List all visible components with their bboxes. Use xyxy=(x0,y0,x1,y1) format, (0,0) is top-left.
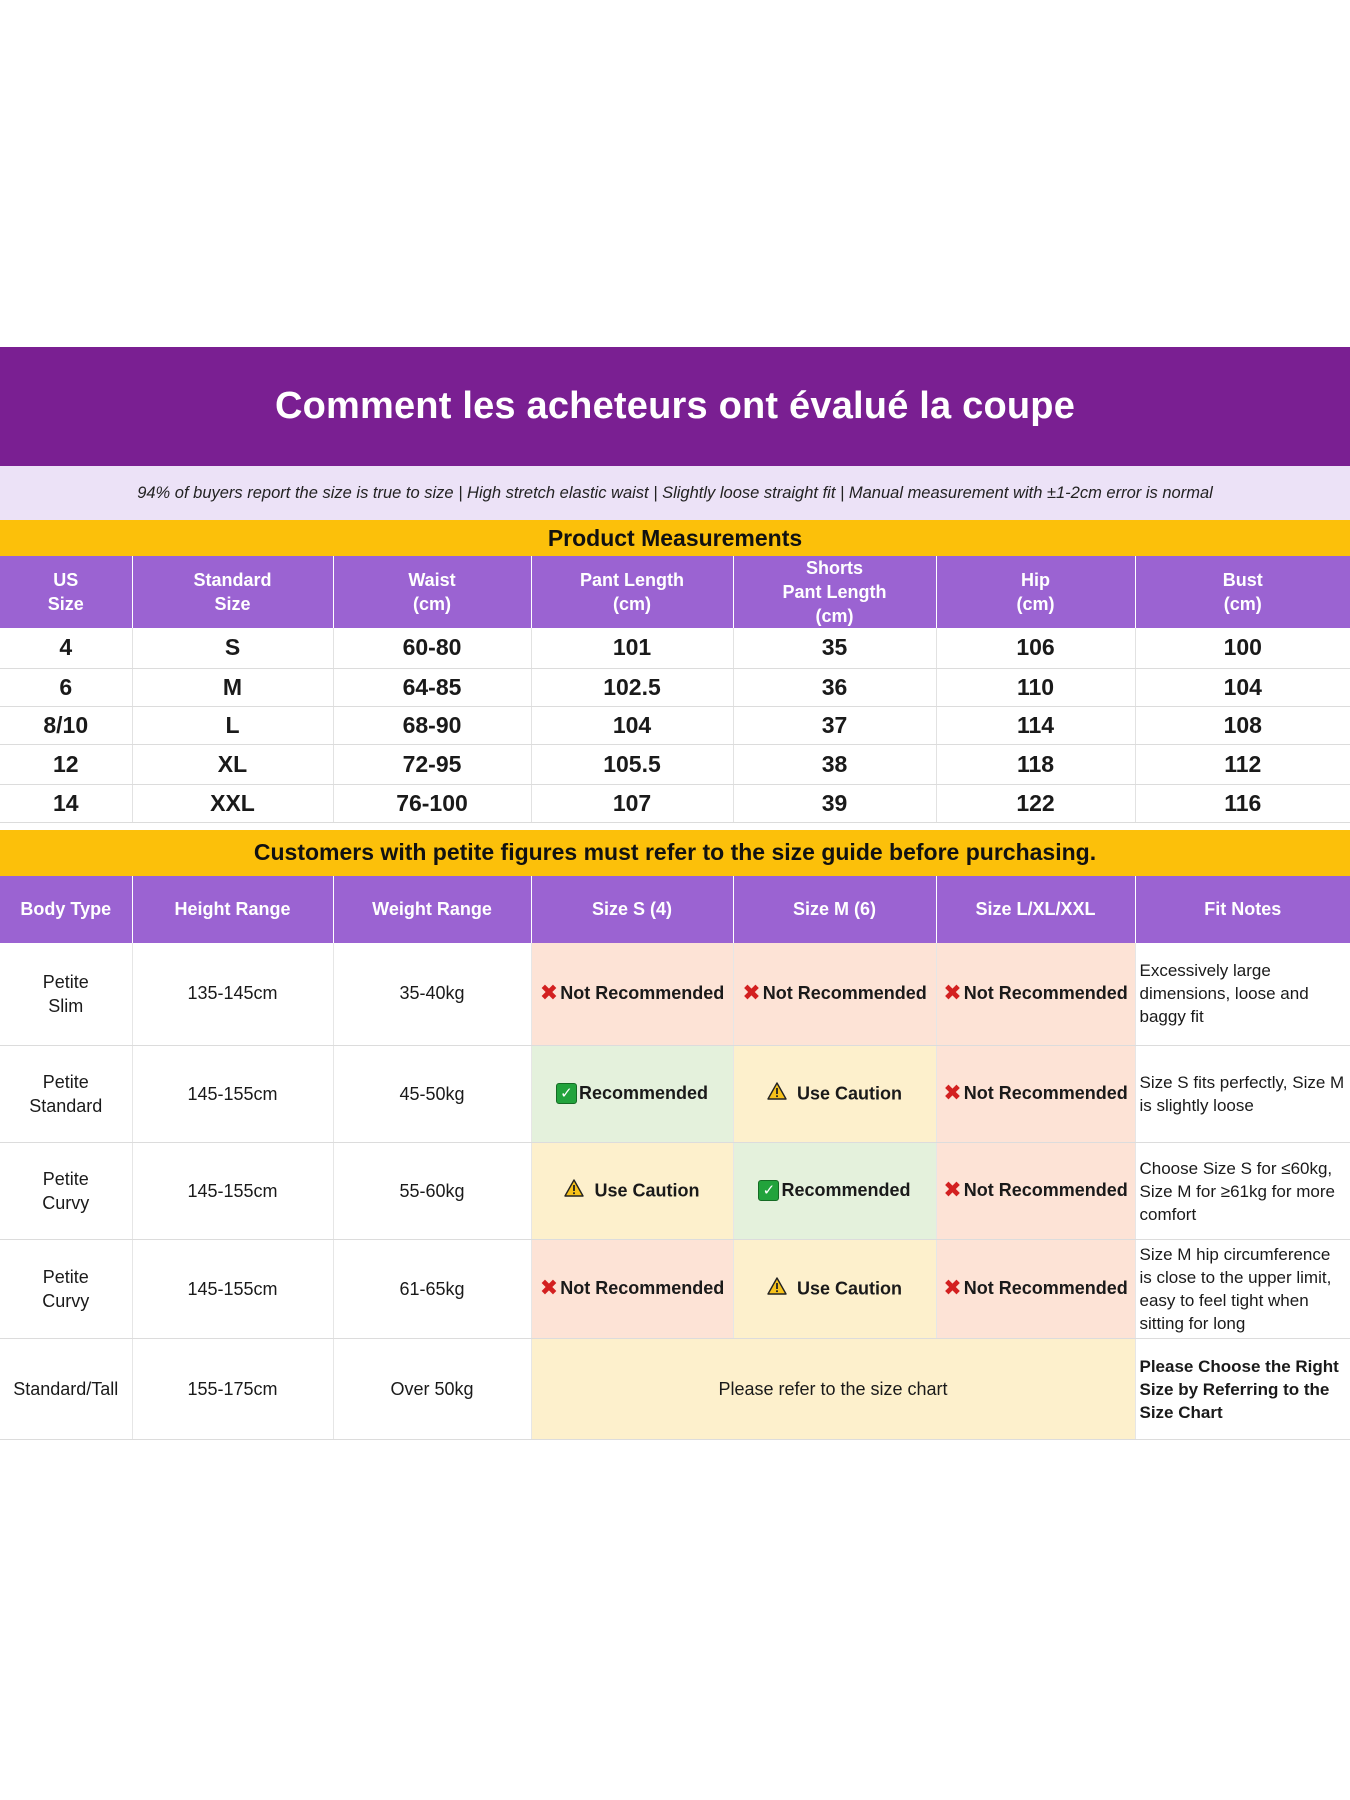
measurement-cell: 101 xyxy=(531,628,733,668)
measurement-cell: 110 xyxy=(936,668,1135,706)
status-cell xyxy=(531,1143,733,1240)
weight-range-cell: 45-50kg xyxy=(333,1046,531,1143)
measurement-cell: 118 xyxy=(936,744,1135,784)
fit-note-cell: Size S fits perfectly, Size M is slightly loose xyxy=(1135,1046,1350,1143)
weight-range-cell: Over 50kg xyxy=(333,1339,531,1440)
header-line: (cm) xyxy=(815,606,854,626)
table-row xyxy=(0,1240,1350,1339)
status-label: Not Recommended xyxy=(963,982,1128,1003)
height-range-cell: 155-175cm xyxy=(132,1339,333,1440)
body-type-cell: Standard/Tall xyxy=(0,1339,132,1440)
measurement-cell: 114 xyxy=(936,706,1135,744)
status-label: Not Recommended xyxy=(560,1277,725,1298)
measurement-cell: L xyxy=(132,706,333,744)
status-cell xyxy=(531,1046,733,1143)
measurement-cell: 14 xyxy=(0,784,132,822)
table-row xyxy=(0,668,1350,706)
status-cell xyxy=(531,1240,733,1339)
size-chart-reference-cell: Please refer to the size chart xyxy=(531,1339,1135,1440)
measurement-cell: 104 xyxy=(531,706,733,744)
fit-note-cell: Size M hip circumference is close to the upper limit, easy to feel tight when sitting for long xyxy=(1135,1240,1350,1339)
height-range-cell: 145-155cm xyxy=(132,1143,333,1240)
header-line: (cm) xyxy=(1016,594,1055,614)
fit-note-cell: Please Choose the Right Size by Referring to the Size Chart xyxy=(1135,1339,1350,1440)
guide-header-cell: Size M (6) xyxy=(733,876,936,943)
guide-body xyxy=(0,943,1350,1440)
table-row xyxy=(0,1143,1350,1240)
body-type-cell xyxy=(0,1240,132,1339)
measurement-cell: XL xyxy=(132,744,333,784)
table-row xyxy=(0,1339,1350,1440)
guide-header-row xyxy=(0,876,1350,943)
measurements-header-cell xyxy=(0,556,132,628)
measurement-cell: M xyxy=(132,668,333,706)
fit-note-cell: Choose Size S for ≤60kg, Size M for ≥61kg for more comfort xyxy=(1135,1143,1350,1240)
x-mark-icon: ✖ xyxy=(539,979,559,1005)
measurement-cell: 116 xyxy=(1135,784,1350,822)
guide.rows.3.body_type-line: Curvy xyxy=(42,1291,90,1311)
status-cell xyxy=(733,1143,936,1240)
measurement-cell: 68-90 xyxy=(333,706,531,744)
guide.rows.2.body_type-line: Petite xyxy=(42,1169,89,1189)
measurements-header-cell xyxy=(733,556,936,628)
header-line: Pant Length xyxy=(782,582,887,602)
status-cell xyxy=(936,1240,1135,1339)
x-mark-icon: ✖ xyxy=(943,979,962,1005)
measurement-cell: 122 xyxy=(936,784,1135,822)
weight-range-cell: 35-40kg xyxy=(333,943,531,1046)
measurement-cell: 104 xyxy=(1135,668,1350,706)
table-row xyxy=(0,744,1350,784)
status-label: Not Recommended xyxy=(963,1082,1128,1103)
guide-header-cell: Height Range xyxy=(132,876,333,943)
measurement-cell: 108 xyxy=(1135,706,1350,744)
status-cell xyxy=(733,1046,936,1143)
measurement-cell: 60-80 xyxy=(333,628,531,668)
guide-header-cell: Size S (4) xyxy=(531,876,733,943)
check-box-icon: ✓ xyxy=(556,1083,577,1104)
measurement-cell: 112 xyxy=(1135,744,1350,784)
status-label: Not Recommended xyxy=(963,1179,1128,1200)
measurements-body xyxy=(0,628,1350,822)
warning-triangle-icon xyxy=(767,1277,787,1300)
status-cell xyxy=(936,1143,1135,1240)
status-label: Recommended xyxy=(578,1083,709,1104)
table-row xyxy=(0,628,1350,668)
header-line: US xyxy=(53,570,79,590)
measurements-header-row xyxy=(0,556,1350,628)
check-box-icon: ✓ xyxy=(758,1180,779,1201)
fit-note-cell: Excessively large dimensions, loose and baggy fit xyxy=(1135,943,1350,1046)
measurement-cell: 12 xyxy=(0,744,132,784)
body-type-cell xyxy=(0,1143,132,1240)
guide-header-cell: Weight Range xyxy=(333,876,531,943)
guide-section-title: Customers with petite figures must refer to the size guide before purchasing. xyxy=(0,830,1350,876)
x-mark-icon: ✖ xyxy=(943,1177,962,1202)
header-line: (cm) xyxy=(1223,594,1262,614)
x-mark-icon: ✖ xyxy=(742,979,761,1005)
status-cell xyxy=(936,1046,1135,1143)
measurement-cell: 4 xyxy=(0,628,132,668)
guide-header-cell: Size L/XL/XXL xyxy=(936,876,1135,943)
measurements-table xyxy=(0,556,1350,823)
header-line: Pant Length xyxy=(580,570,684,590)
status-label: Not Recommended xyxy=(762,982,927,1003)
guide.rows.0.body_type-line: Slim xyxy=(48,995,84,1016)
guide.rows.0.body_type-line: Petite xyxy=(42,971,89,992)
measurement-cell: 102.5 xyxy=(531,668,733,706)
status-cell xyxy=(733,943,936,1046)
measurement-cell: 106 xyxy=(936,628,1135,668)
status-cell xyxy=(733,1240,936,1339)
status-label: Not Recommended xyxy=(560,982,725,1003)
status-label: Use Caution xyxy=(594,1179,700,1200)
warning-triangle-icon xyxy=(564,1179,584,1202)
fit-guide-table xyxy=(0,876,1350,1441)
size-chart xyxy=(0,347,1350,1440)
fit-summary: 94% of buyers report the size is true to size | High stretch elastic waist | Slightly loose straight fit | Manual measurement with ±1-2cm error is normal xyxy=(0,466,1350,520)
measurements-header-cell xyxy=(1135,556,1350,628)
measurement-cell: 8/10 xyxy=(0,706,132,744)
table-row xyxy=(0,706,1350,744)
x-mark-icon: ✖ xyxy=(539,1275,559,1300)
measurement-cell: XXL xyxy=(132,784,333,822)
header-line: (cm) xyxy=(412,594,451,614)
guide.rows.1.body_type-line: Petite xyxy=(42,1072,89,1092)
header-line: Size xyxy=(214,594,251,614)
measurement-cell: 107 xyxy=(531,784,733,822)
body-type-cell xyxy=(0,943,132,1046)
status-label: Use Caution xyxy=(796,1277,902,1298)
height-range-cell: 135-145cm xyxy=(132,943,333,1046)
page-title: Comment les acheteurs ont évalué la coupe xyxy=(0,347,1350,466)
measurement-cell: 37 xyxy=(733,706,936,744)
header-line: Standard xyxy=(193,570,272,590)
status-cell xyxy=(936,943,1135,1046)
header-line: Bust xyxy=(1222,570,1263,590)
measurements-header-cell xyxy=(531,556,733,628)
body-type-cell xyxy=(0,1046,132,1143)
header-line: Size xyxy=(47,594,84,614)
measurement-cell: S xyxy=(132,628,333,668)
status-cell xyxy=(531,943,733,1046)
measurement-cell: 72-95 xyxy=(333,744,531,784)
guide-header-cell: Body Type xyxy=(0,876,132,943)
guide.rows.2.body_type-line: Curvy xyxy=(42,1193,90,1213)
measurements-header-cell xyxy=(132,556,333,628)
measurement-cell: 36 xyxy=(733,668,936,706)
x-mark-icon: ✖ xyxy=(943,1275,962,1300)
guide-header-cell: Fit Notes xyxy=(1135,876,1350,943)
weight-range-cell: 55-60kg xyxy=(333,1143,531,1240)
table-row xyxy=(0,784,1350,822)
guide.rows.3.body_type-line: Petite xyxy=(42,1267,89,1287)
measurements-header-cell xyxy=(333,556,531,628)
measurement-cell: 35 xyxy=(733,628,936,668)
status-label: Not Recommended xyxy=(963,1277,1128,1298)
measurements-section-title: Product Measurements xyxy=(0,520,1350,556)
measurement-cell: 38 xyxy=(733,744,936,784)
header-line: Waist xyxy=(408,570,456,590)
weight-range-cell: 61-65kg xyxy=(333,1240,531,1339)
measurement-cell: 64-85 xyxy=(333,668,531,706)
table-row xyxy=(0,1046,1350,1143)
height-range-cell: 145-155cm xyxy=(132,1046,333,1143)
height-range-cell: 145-155cm xyxy=(132,1240,333,1339)
measurement-cell: 76-100 xyxy=(333,784,531,822)
header-line: Shorts xyxy=(805,558,863,578)
status-label: Recommended xyxy=(781,1180,911,1201)
x-mark-icon: ✖ xyxy=(943,1080,962,1105)
measurements-header-cell xyxy=(936,556,1135,628)
header-line: Hip xyxy=(1021,570,1050,590)
measurement-cell: 6 xyxy=(0,668,132,706)
warning-triangle-icon xyxy=(767,1082,787,1105)
status-label: Use Caution xyxy=(796,1082,902,1103)
measurement-cell: 100 xyxy=(1135,628,1350,668)
guide.rows.1.body_type-line: Standard xyxy=(29,1096,103,1116)
header-line: (cm) xyxy=(612,594,651,614)
table-row xyxy=(0,943,1350,1046)
measurement-cell: 39 xyxy=(733,784,936,822)
measurement-cell: 105.5 xyxy=(531,744,733,784)
